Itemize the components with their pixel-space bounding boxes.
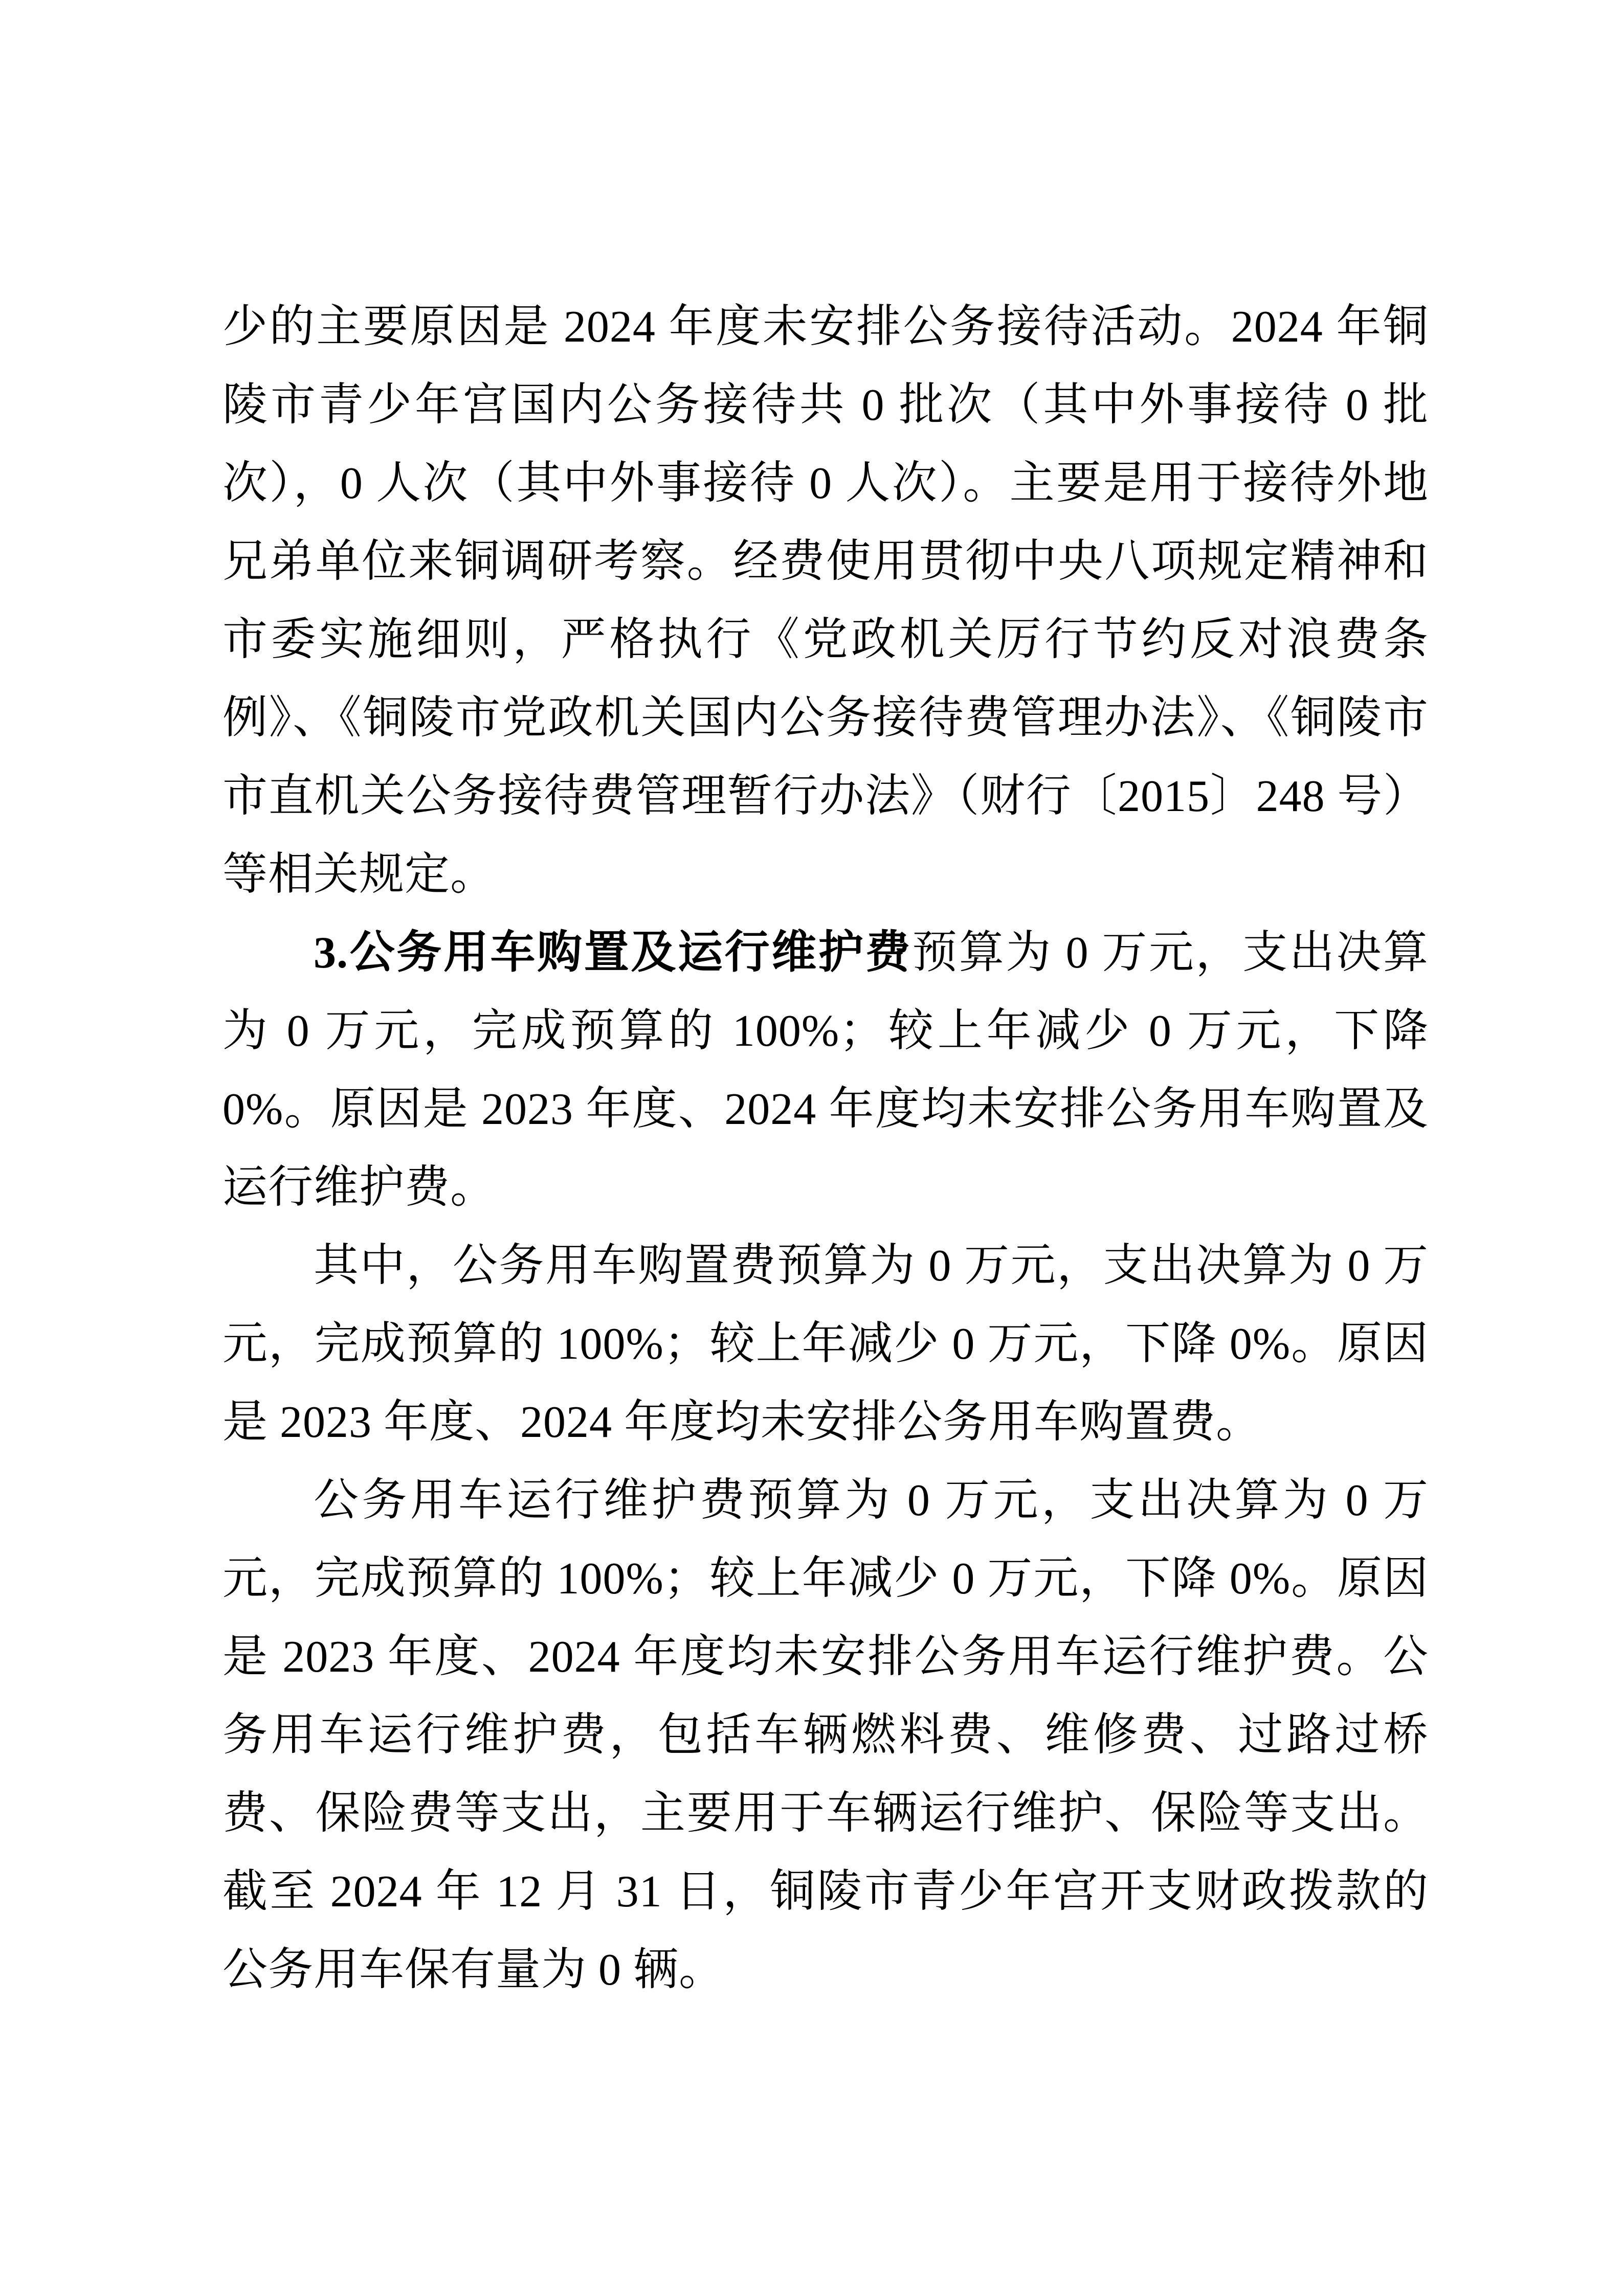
- paragraph-3: [223, 1227, 1429, 1461]
- paragraph-1-text-1: 少的主要原因是 2024 年度未安排公务接待活动。2024 年铜陵市青少年宫国内公务接待共 0 批次（其中外事接待 0 批次），0 人次（其中外事接待 0 人次）。主要是用于接待外地兄弟单位来铜调研考察。经费使用贯彻中央八项规定精神和市委实施细则，严格执行《党政机关厉行节约反对浪费条例》、《铜陵市党政机关国内公务接待费管理办法》、《铜陵市市直机关公务接待费管理暂行办法》（财行〔2015〕248 号）等相关规定。: [223, 302, 1429, 899]
- paragraph-2-lead-bold: 3.公务用车购置及运行维护费: [314, 928, 913, 978]
- paragraph-4: [223, 1461, 1429, 2009]
- paragraph-4-text-1: 公务用车运行维护费预算为 0 万元，支出决算为 0 万元，完成预算的 100%；较上年减少 0 万元，下降 0%。原因是 2023 年度、2024 年度均未安排公务用车运行维护费。公务用车运行维护费，包括车辆燃料费、维修费、过路过桥费、保险费等支出，主要用于车辆运行维护、保险等支出。截至 2024 年 12 月 31 日，铜陵市青少年宫开支财政拨款的公务用车保有量为 0 辆。: [223, 1476, 1429, 1995]
- paragraph-3-text-1: 其中，公务用车购置费预算为 0 万元，支出决算为 0 万元，完成预算的 100%；较上年减少 0 万元，下降 0%。原因是 2023 年度、2024 年度均未安排公务用车购置费。: [223, 1241, 1429, 1447]
- paragraph-2: [223, 914, 1429, 1227]
- document-body: [223, 288, 1429, 2009]
- paragraph-1: [223, 288, 1429, 914]
- paragraph-2-text-2: 预算为 0 万元，支出决算为 0 万元，完成预算的 100%；较上年减少 0 万元，下降 0%。原因是 2023 年度、2024 年度均未安排公务用车购置及运行维护费。: [223, 928, 1429, 1212]
